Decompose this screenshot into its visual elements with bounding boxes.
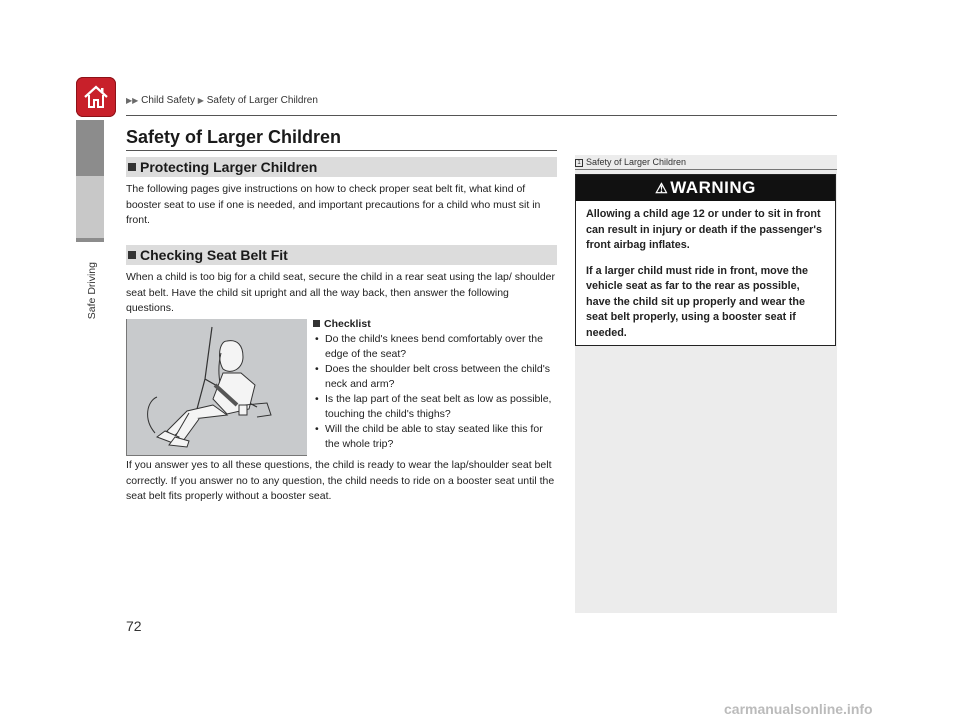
checklist-item: • Do the child's knees bend comfortably over the edge of the seat? — [313, 332, 559, 362]
protecting-paragraph: The following pages give instructions on how to check proper seat belt fit, what kind of booster seat to use if one is needed, and important precautions for a child who must sit in front. — [126, 183, 541, 226]
chapter-label: Safe Driving — [86, 262, 98, 320]
warning-triangle-icon: ⚠ — [655, 180, 669, 196]
checklist-item: • Is the lap part of the seat belt as low as possible, touching the child's thighs? — [313, 392, 559, 422]
section-heading-text: Checking Seat Belt Fit — [140, 247, 288, 263]
breadcrumb-arrow-icon: ▶ — [197, 96, 204, 105]
breadcrumb-arrow-icon: ▶▶ — [126, 96, 139, 105]
section-heading-protecting — [126, 157, 557, 177]
breadcrumb-item-current[interactable]: Safety of Larger Children — [206, 95, 318, 106]
sidenote-heading-text[interactable]: Safety of Larger Children — [586, 157, 687, 167]
checklist-heading-text: Checklist — [324, 318, 371, 330]
page-title: Safety of Larger Children — [126, 127, 342, 147]
home-icon — [81, 82, 111, 112]
warning-text: If a larger child must ride in front, move the vehicle seat as far to the rear as possible, have the child sit up properly and wear the seat belt properly, using a booster seat if needed. — [586, 264, 808, 339]
sidenote-marker-icon: 1 — [575, 159, 583, 167]
title-divider — [126, 150, 557, 151]
chapter-label-wrap — [86, 262, 100, 342]
page-number: 72 — [126, 618, 142, 634]
warning-box — [575, 174, 836, 346]
child-in-seat-image — [127, 319, 307, 455]
home-button[interactable] — [76, 77, 116, 117]
section-square-icon — [128, 251, 136, 259]
warning-body — [576, 201, 835, 341]
chapter-sidebar — [76, 120, 104, 242]
checklist-square-icon — [313, 320, 320, 327]
checklist-item: • Will the child be able to stay seated like this for the whole trip? — [313, 422, 559, 452]
checklist-heading — [313, 317, 559, 332]
warning-text: Allowing a child age 12 or under to sit in front can result in injury or death if the passenger's front airbag inflates. — [586, 208, 822, 251]
checking-paragraph: When a child is too big for a child seat, secure the child in a rear seat using the lap/ shoulder seat belt. Have the child sit upright and all the way back, then answer the following questions. — [126, 271, 555, 314]
section-heading-checking — [126, 245, 557, 265]
sidenote-divider — [575, 169, 837, 170]
checklist — [313, 317, 559, 452]
header-divider — [126, 115, 837, 116]
chapter-tab[interactable] — [76, 176, 104, 238]
breadcrumb — [126, 95, 318, 106]
sidenote-heading — [575, 157, 837, 167]
child-seat-belt-illustration — [126, 319, 307, 456]
warning-header — [576, 175, 835, 201]
section-square-icon — [128, 163, 136, 171]
conclusion-paragraph: If you answer yes to all these questions, the child is ready to wear the lap/shoulder seat belt correctly. If you answer no to any question, the child needs to ride on a booster seat until the seat belt fits properly without a booster seat. — [126, 459, 555, 502]
breadcrumb-item-child-safety[interactable]: Child Safety — [141, 95, 196, 106]
section-heading-text: Protecting Larger Children — [140, 159, 318, 175]
warning-label: WARNING — [670, 178, 756, 197]
checklist-item: • Does the shoulder belt cross between the child's neck and arm? — [313, 362, 559, 392]
watermark: carmanualsonline.info — [724, 701, 873, 717]
